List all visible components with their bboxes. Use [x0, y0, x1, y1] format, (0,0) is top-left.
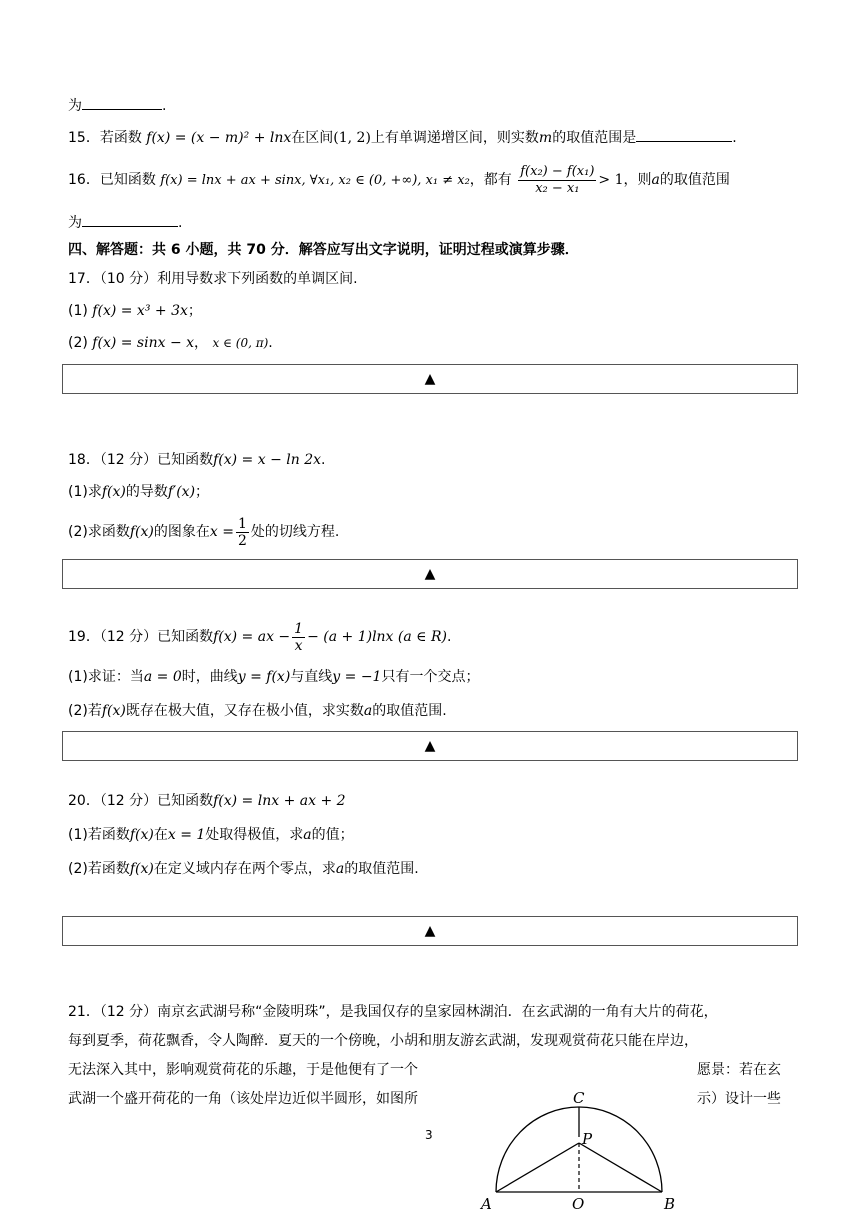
q16-text: 已知函数: [99, 172, 156, 188]
q20-head-text: 20．（12 分）已知函数: [68, 793, 214, 809]
q18-part1: [68, 482, 209, 502]
q17-p2-sep: ，: [194, 335, 209, 351]
q20-p2-end: 的取值范围.: [344, 861, 419, 877]
q18-p1-end: ；: [195, 484, 210, 500]
q18-p2-end: 处的切线方程.: [250, 524, 340, 540]
q14-prefix: 为: [68, 98, 82, 114]
q17-p1-formula: f(x) = x³ + 3x: [92, 303, 188, 319]
q15-number: 15．: [68, 130, 100, 146]
q18-formula: f(x) = x − ln 2x: [213, 452, 321, 468]
q19-head: [68, 617, 451, 657]
q16-formula: f(x) = lnx + ax + sinx, ∀x₁, x₂ ∈ (0, +∞), x₁ ≠ x₂: [160, 173, 470, 188]
q15-end: .: [732, 130, 737, 146]
q16-frac-den: x₂ − x₁: [535, 180, 580, 196]
q18-head: [68, 450, 325, 470]
triangle-icon: ▲: [424, 738, 436, 754]
question-16: [68, 160, 730, 201]
q16-var: a: [651, 172, 660, 188]
q15-text: 若函数: [99, 130, 142, 146]
q14-tail: [68, 95, 166, 116]
q19-part2: [68, 701, 447, 721]
q18-p2-text: (2)求函数: [68, 524, 130, 540]
q16-line2: [68, 212, 182, 233]
q17-p1-end: ；: [187, 303, 202, 319]
q18-p2-mid: 的图象在: [153, 524, 210, 540]
q19-p1-a: a = 0: [143, 669, 182, 685]
q18-frac-den: 2: [237, 532, 247, 549]
q19-p1-end: 只有一个交点；: [381, 669, 480, 685]
q21-line3-right: 愿景：若在玄: [697, 1062, 781, 1078]
q20-p1-f: f(x): [129, 827, 154, 843]
q19-frac-den: x: [294, 637, 303, 654]
answer-blank: [636, 127, 732, 142]
q15-text4: 的取值范围是: [552, 130, 637, 146]
q20-formula: f(x) = lnx + ax + 2: [213, 793, 346, 809]
label-c: C: [573, 1089, 585, 1107]
q17-part1: [68, 301, 202, 321]
q19-p2-f: f(x): [101, 703, 126, 719]
q19-fraction: [292, 621, 305, 654]
q20-p1-mid2: 处取得极值，求: [205, 827, 304, 843]
q20-p1-a: a: [303, 827, 312, 843]
q19-part1: [68, 667, 479, 687]
answer-box-17[interactable]: [62, 364, 798, 394]
q19-frac-num: 1: [294, 620, 304, 637]
q19-formula-b: − (a + 1)lnx (a ∈ R): [307, 629, 447, 645]
semicircle-figure: [478, 1085, 698, 1216]
q19-p2-text: (2)若: [68, 703, 102, 719]
answer-box-19[interactable]: [62, 731, 798, 761]
segment-ap: [496, 1143, 579, 1192]
q19-head-text: 19．（12 分）已知函数: [68, 629, 214, 645]
q15-text2: 在区间: [291, 130, 334, 146]
q19-p1-y: y = f(x): [237, 669, 291, 685]
q21-line4-left: 武湖一个盛开荷花的一角（该处岸边近似半圆形，如图所: [68, 1091, 418, 1107]
q20-p1-x: x = 1: [167, 827, 206, 843]
answer-box-18[interactable]: [62, 559, 798, 589]
q18-part2: [68, 512, 339, 552]
q17-p2-domain: x ∈ (0, π): [212, 336, 269, 350]
q17-p2-end: .: [268, 335, 273, 351]
label-o: O: [572, 1195, 585, 1213]
q21-line2: 每到夏季，荷花飘香，令人陶醉．夏天的一个傍晚，小胡和朋友游玄武湖，发现观赏荷花只能在岸边，: [68, 1033, 698, 1049]
q20-part2: [68, 859, 419, 879]
q19-p2-mid: 既存在极大值，又存在极小值，求实数: [125, 703, 364, 719]
q16-prefix: 为: [68, 215, 82, 231]
q20-p2-mid: 在定义域内存在两个零点，求: [153, 861, 336, 877]
question-15: [68, 127, 737, 148]
answer-blank: [82, 212, 178, 227]
q20-head: [68, 791, 346, 811]
q17-head: 17．（10 分）利用导数求下列函数的单调区间.: [68, 271, 358, 287]
q19-p1-line: y = −1: [332, 669, 382, 685]
q17-p1-label: (1): [68, 303, 88, 319]
q16-text3: ，则: [623, 172, 652, 188]
q18-head-end: .: [321, 452, 326, 468]
page-number: 3: [425, 1128, 433, 1142]
q20-p2-f: f(x): [129, 861, 154, 877]
q18-p1-text: (1)求: [68, 484, 102, 500]
label-b: B: [664, 1195, 676, 1213]
q18-p1-f: f(x): [101, 484, 126, 500]
answer-box-20[interactable]: [62, 916, 798, 946]
q17-p2-label: (2): [68, 335, 88, 351]
answer-blank: [82, 95, 162, 110]
q18-frac-num: 1: [237, 515, 247, 532]
q20-p1-mid: 在: [153, 827, 168, 843]
q21-line1: 21．（12 分）南京玄武湖号称“金陵明珠”，是我国仅存的皇家园林湖泊．在玄武湖的一角有大片的荷花，: [68, 1004, 718, 1020]
triangle-icon: ▲: [424, 371, 436, 387]
label-p: P: [582, 1130, 593, 1148]
segment-pb: [579, 1143, 662, 1192]
q17-p2-formula: f(x) = sinx − x: [92, 335, 195, 351]
triangle-icon: ▲: [424, 923, 436, 939]
q19-p1-mid: 时，曲线: [181, 669, 238, 685]
q20-p1-end: 的值；: [311, 827, 354, 843]
q17-part2: [68, 333, 273, 353]
q15-text3: 上有单调递增区间，则实数: [370, 130, 539, 146]
q19-formula-a: f(x) = ax −: [213, 629, 291, 645]
q19-p2-end: 的取值范围.: [372, 703, 447, 719]
q19-p1-mid2: 与直线: [290, 669, 333, 685]
q15-interval: (1, 2): [333, 130, 371, 146]
q18-p1-mid: 的导数: [125, 484, 168, 500]
q16-frac-num: f(x₂) − f(x₁): [520, 163, 595, 179]
q18-fraction: [236, 516, 249, 549]
q16-gt: > 1: [598, 172, 624, 188]
q20-p2-text: (2)若函数: [68, 861, 130, 877]
q21-line4-right: 示）设计一些: [697, 1091, 781, 1107]
q20-p2-a: a: [335, 861, 345, 877]
q14-suffix: .: [162, 98, 167, 114]
triangle-icon: ▲: [424, 566, 436, 582]
q16-number: 16．: [68, 172, 100, 188]
q16-text2: ，都有: [469, 172, 512, 188]
q19-head-end: .: [446, 629, 452, 645]
q15-var: m: [538, 130, 553, 146]
q21-line3-left: 无法深入其中，影响观赏荷花的乐趣，于是他便有了一个: [68, 1062, 418, 1078]
q20-part1: [68, 825, 354, 845]
q16-fraction: [518, 164, 596, 197]
q16-end: .: [178, 215, 183, 231]
q18-p2-x: x =: [209, 524, 234, 540]
label-a: A: [481, 1195, 492, 1213]
q18-head-text: 18．（12 分）已知函数: [68, 452, 214, 468]
q19-p2-a: a: [363, 703, 373, 719]
q19-p1-text: (1)求证：当: [68, 669, 144, 685]
q15-formula: f(x) = (x − m)² + lnx: [146, 130, 292, 146]
q20-p1-text: (1)若函数: [68, 827, 130, 843]
q18-p1-derivative: f′(x): [167, 484, 196, 500]
q18-p2-f: f(x): [129, 524, 154, 540]
section-heading: 四、解答题：共 6 小题，共 70 分．解答应写出文字说明，证明过程或演算步骤．: [68, 242, 579, 258]
q16-text4: 的取值范围: [659, 172, 730, 188]
